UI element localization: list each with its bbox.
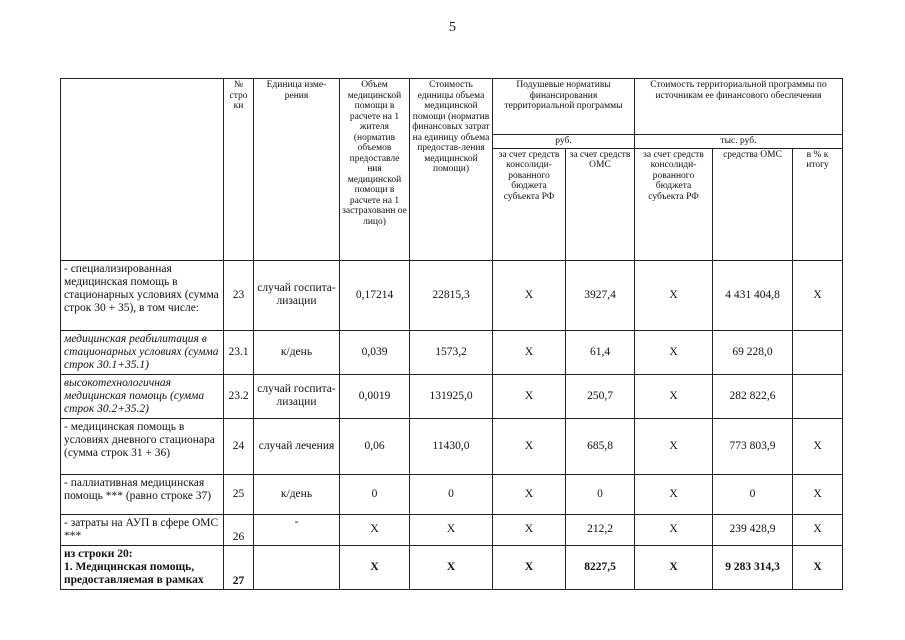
header-pc-oms: за счет средств ОМС [566,148,635,260]
row-unit [254,545,340,589]
row-volume: 0 [340,474,410,514]
row-num: 23 [224,260,254,330]
row-pc-oms: 212,2 [566,514,635,545]
table-row [61,260,843,330]
row-label: - паллиативная медицинская помощь *** (равно строке 37) [61,474,224,514]
row-cost: 22815,3 [410,260,493,330]
header-tp-oms: средства ОМС [713,148,793,260]
row-tp-oms: 773 803,9 [713,418,793,474]
row-tp-oms: 69 228,0 [713,330,793,374]
row-num: 27 [224,545,254,589]
row-volume: 0,06 [340,418,410,474]
row-label: из строки 20: 1. Медицинская помощь, предоставляемая в рамках [61,545,224,589]
row-cost: 11430,0 [410,418,493,474]
row-pc-oms: 0 [566,474,635,514]
header-thous-rub: тыс. руб. [635,135,843,149]
row-num: 26 [224,514,254,545]
row-num: 23.1 [224,330,254,374]
header-per-capita: Подушевые нормативы финансирования территориальной программы [493,79,635,135]
row-unit: к/день [254,330,340,374]
table-row [61,474,843,514]
row-tp-pct [793,330,843,374]
row-unit: к/день [254,474,340,514]
row-tp-pct: X [793,418,843,474]
row-tp-pct: X [793,474,843,514]
table-row [61,545,843,589]
row-volume: X [340,545,410,589]
row-pc-oms: 685,8 [566,418,635,474]
row-tp-oms: 4 431 404,8 [713,260,793,330]
row-tp-budget: X [635,330,713,374]
header-pc-budget: за счет средств консолиди-рованного бюджета субъекта РФ [493,148,566,260]
row-label: высокотехнологичная медицинская помощь (сумма строк 30.2+35.2) [61,374,224,418]
row-pc-budget: X [493,374,566,418]
row-unit: случай лечения [254,418,340,474]
row-tp-budget: X [635,545,713,589]
row-tp-pct [793,374,843,418]
row-tp-budget: X [635,514,713,545]
row-pc-budget: X [493,545,566,589]
row-pc-oms: 8227,5 [566,545,635,589]
row-label: - специализированная медицинская помощь в стационарных условиях (сумма строк 30 + 35), в том числе: [61,260,224,330]
header-tp-budget: за счет средств консолиди-рованного бюджета субъекта РФ [635,148,713,260]
row-pc-oms: 250,7 [566,374,635,418]
row-pc-budget: X [493,474,566,514]
header-rub: руб. [493,135,635,149]
header-unit: Единица изме-рения [254,79,340,261]
row-tp-budget: X [635,260,713,330]
row-pc-budget: X [493,330,566,374]
row-tp-pct: X [793,514,843,545]
row-label: - медицинская помощь в условиях дневного стационара (сумма строк 31 + 36) [61,418,224,474]
row-pc-budget: X [493,514,566,545]
row-tp-oms: 0 [713,474,793,514]
header-unit-cost: Стоимость единицы объема медицинской помощи (норматив финансовых затрат на единицу объема предостав-ления медицинской помощи) [410,79,493,261]
row-unit: случай госпита-лизации [254,260,340,330]
row-num: 24 [224,418,254,474]
row-cost: X [410,514,493,545]
row-pc-budget: X [493,418,566,474]
row-tp-budget: X [635,474,713,514]
row-volume: 0,039 [340,330,410,374]
row-label: медицинская реабилитация в стационарных условиях (сумма строк 30.1+35.1) [61,330,224,374]
table-row [61,514,843,545]
row-volume: 0,0019 [340,374,410,418]
row-tp-budget: X [635,374,713,418]
row-num: 25 [224,474,254,514]
row-cost: 0 [410,474,493,514]
row-cost: X [410,545,493,589]
row-tp-oms: 239 428,9 [713,514,793,545]
row-tp-oms: 9 283 314,3 [713,545,793,589]
data-table [60,78,843,590]
row-unit: случай госпита-лизации [254,374,340,418]
table-row [61,374,843,418]
page-number: 5 [449,20,456,35]
row-cost: 1573,2 [410,330,493,374]
row-tp-pct: X [793,545,843,589]
row-num: 23.2 [224,374,254,418]
row-pc-budget: X [493,260,566,330]
header-blank [61,79,224,261]
row-pc-oms: 61,4 [566,330,635,374]
row-label: - затраты на АУП в сфере ОМС *** [61,514,224,545]
header-tp-percent: в % к итогу [793,148,843,260]
header-program-cost: Стоимость территориальной программы по источникам ее финансового обеспечения [635,79,843,135]
row-tp-oms: 282 822,6 [713,374,793,418]
row-pc-oms: 3927,4 [566,260,635,330]
table-row [61,418,843,474]
row-cost: 131925,0 [410,374,493,418]
header-volume: Объем медицинской помощи в расчете на 1 жителя (норматив объемов предоставле ния медицинской помощи в расчете на 1 застрахованн ое лицо) [340,79,410,261]
row-volume: X [340,514,410,545]
row-volume: 0,17214 [340,260,410,330]
row-tp-budget: X [635,418,713,474]
row-unit: - [254,514,340,545]
row-tp-pct: X [793,260,843,330]
header-row-number: № стро ки [224,79,254,261]
table-row [61,330,843,374]
